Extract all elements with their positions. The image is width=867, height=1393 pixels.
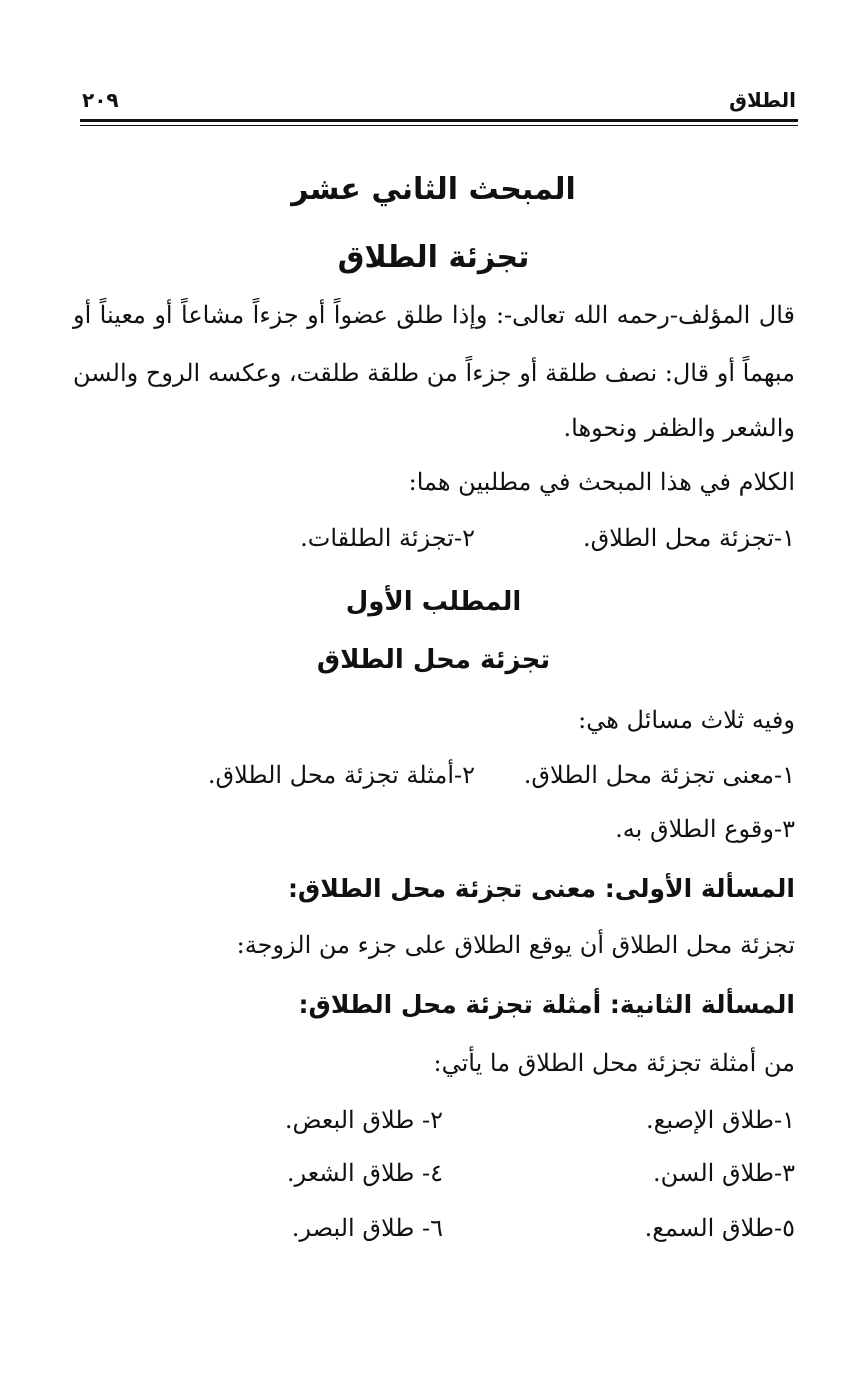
issues-intro-text: وفيه ثلاث مسائل هي: [578, 706, 795, 734]
discussion-item-2: ٢-تجزئة الطلقات. [300, 524, 475, 552]
example-item: ٢- طلاق البعض. [284, 1106, 443, 1134]
example-item: ٣-طلاق السن. [653, 1159, 795, 1187]
header-title: الطلاق [729, 88, 796, 112]
chapter-heading: المطلب الأول [345, 587, 522, 617]
page-number: ٢٠٩ [82, 88, 119, 112]
example-item: ٥-طلاق السمع. [644, 1214, 795, 1242]
issue-1-heading: المسألة الأولى: معنى تجزئة محل الطلاق: [287, 874, 795, 903]
issues-item-1: ١-معنى تجزئة محل الطلاق. [523, 761, 795, 789]
issue-2-heading: المسألة الثانية: أمثلة تجزئة محل الطلاق: [298, 990, 795, 1019]
discussion-text: الكلام في هذا المبحث في مطلبين هما: [408, 468, 795, 496]
running-header [82, 88, 796, 120]
section-heading: المبحث الثاني عشر [291, 172, 576, 207]
intro-line-2: مبهماً أو قال: نصف طلقة أو جزءاً من طلقة طلقت، وعكسه الروح والسن [73, 359, 795, 387]
issues-item-3: ٣-وقوع الطلاق به. [615, 815, 795, 843]
header-rule-thick [80, 119, 798, 122]
issues-item-2: ٢-أمثلة تجزئة محل الطلاق. [207, 761, 475, 789]
example-item: ١-طلاق الإصبع. [645, 1106, 795, 1134]
header-rule-thin [80, 125, 798, 126]
intro-line-1: قال المؤلف-رحمه الله تعالى-: وإذا طلق عضواً أو جزءاً مشاعاً أو معيناً أو [73, 301, 795, 329]
discussion-item-1: ١-تجزئة محل الطلاق. [583, 524, 795, 552]
intro-line-3: والشعر والظفر ونحوها. [563, 414, 795, 442]
chapter-subheading: تجزئة محل الطلاق [316, 645, 551, 675]
example-item: ٤- طلاق الشعر. [286, 1159, 443, 1187]
issue-1-text: تجزئة محل الطلاق أن يوقع الطلاق على جزء من الزوجة: [236, 931, 795, 959]
section-subheading: تجزئة الطلاق [337, 240, 530, 275]
issue-2-text: من أمثلة تجزئة محل الطلاق ما يأتي: [433, 1049, 795, 1077]
example-item: ٦- طلاق البصر. [291, 1214, 443, 1242]
